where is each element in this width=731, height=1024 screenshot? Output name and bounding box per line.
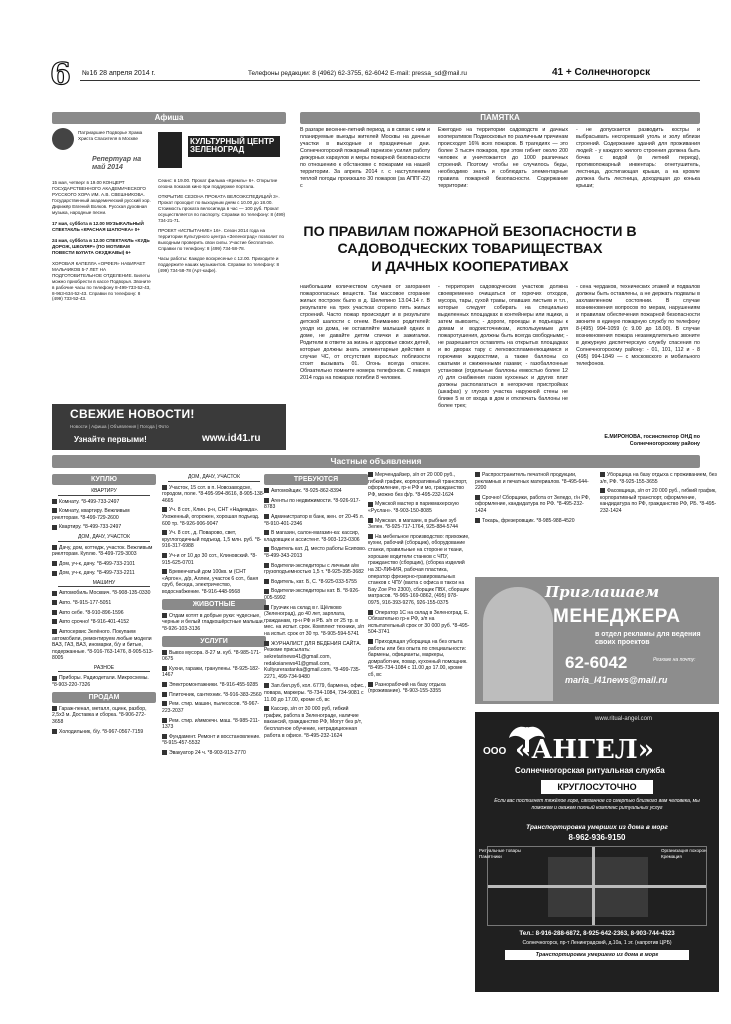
bullet-square-icon [52,619,57,624]
classified-category: КУПЛЮ [52,474,156,485]
classified-ad [368,682,470,695]
classified-subcategory: ДОМ, ДАЧУ, УЧАСТОК [168,474,260,482]
classified-ad-text: Приборы. Радиодетали. Микросхемы. *8-903-220-7326 [52,675,149,689]
bullet-square-icon [162,692,167,697]
angel-services-right [661,848,715,860]
classified-ad [162,553,266,566]
classified-ad [162,682,266,689]
afisha-event: Сеанс: в 19.00. Прокат фильма «Кремль» 6+. Открытие сезона показов кино при поддержке портала. [158,178,278,189]
classified-category: ЖИВОТНЫЕ [162,599,266,610]
classified-ad [162,613,266,633]
bullet-square-icon [162,553,167,558]
classified-ad [264,706,368,739]
classified-ad [162,507,266,527]
bullet-square-icon [162,507,167,512]
bullet-square-icon [368,534,373,539]
afisha-event: ХОРОВАЯ КАПЕЛЛА «ОРФЕЯ» НАБИРАЕТ МАЛЬЧИКОВ 5-7 ЛЕТ НА ПОДГОТОВИТЕЛЬНОЕ ОТДЕЛЕНИЕ. Билеты можно приобрести в кассе Подворья. Звоните в рабочие часы по телефону 8-499-733-52-43, 8-963-634-52-43. Справки по телефону: 8 (499) 733-52-43. [52,260,151,302]
article-col1-top: В разгаре весенне-летний период, а в связи с ним и планируемые выезды жителей Москвы на дачные участки в выходные и праздничные дни. Солнечногорский пожарный гарнизон усилил работу дежурных караулов и меры пожарной безопасности по отношению к обстановке с пожарами на нашей территории. За апрель 2014 г. с наступлением теплой погоды произошло 30 пожаров (за АППГ-22) с [300,127,430,189]
classified-ad [368,501,470,514]
classified-ad-text: Токарь, фрезеровщик. *8-985-988-4520 [482,517,575,524]
classified-ad [52,729,156,736]
classified-ad-text: Авто себе. *8-910-896-1596 [59,609,124,616]
angel-services [479,848,533,860]
classified-ad [52,629,156,662]
bullet-square-icon [264,488,269,493]
classified-ad [52,545,156,558]
headline-line: И ДАЧНЫХ КООПЕРАТИВАХ [371,258,569,275]
bullet-square-icon [52,508,57,513]
classified-ad-text: Рем. стир. машин, пылесосов. *8-967-223-2037 [162,701,259,714]
classified-ad [264,498,368,511]
classified-ad [52,524,156,531]
article-col2-top: Ежегодно на территории садоводств и дачных кооперативов Подмосковья по различным причинам происходят 16% всех пожаров. В трагедиях — это более 3 тысяч пожаров, при этом гибнет около 200 человек и уничтожается до 1000 различных строений. Поэтому чтобы не случилось беды, необходимо знать и соблюдать элементарные правила пожарной безопасности. Содержание территории: [438,127,568,189]
bullet-square-icon [264,579,269,584]
afisha-event: ПРОЕКТ «ИСПЫТАНИЕ» 16+. Сезон 2014 года на территории Культурного центра «Зеленоград» позволит по выходным проверить свои силы. Участие бесплатное. Справки по телефону: 8 (499) 734-58-78. [158,227,285,251]
classified-ad [264,641,368,681]
bullet-square-icon [264,563,269,568]
classified-ad [264,546,368,559]
bullet-square-icon [475,495,480,500]
angel-hours: КРУГЛОСУТОЧНО [541,780,653,794]
afisha-event: 15 мая, четверг в 19.00 КОНЦЕРТ ГОСУДАРСТВЕННОГО АКАДЕМИЧЕСКОГО РУССКОГО ХОРА ИМ. А.В. СВЕШНИКОВА. Государственный академический русский хор. Дирижёр Евгений Волков. Русская духовная музыка, народные песни. [52,180,151,215]
afisha-right-column [158,178,286,274]
classified-ad [52,508,156,521]
classified-ad-text: Холодильник, б/у. *8-967-0567-7159 [59,728,144,735]
bullet-square-icon [368,610,373,615]
bullet-square-icon [52,676,57,681]
bullet-square-icon [162,530,167,535]
bullet-square-icon [52,591,57,596]
classified-ad [368,472,470,498]
classified-ad [162,701,266,714]
classified-ad-text: Мерчендайзер, з/п от 20 000 руб., гибкий график, корпоративный транспорт, оформление, гр-н РФ и мо, гражданство РФ, можно без ф/р. *8-495-232-1624 [368,472,468,498]
church-header-block [52,128,152,176]
classified-col-3 [264,472,368,992]
angel-name: «АНГЕЛ» [515,735,655,765]
manager-ad-title2: МЕНЕДЖЕРА [553,606,681,627]
manager-ad-sub: в отдел рекламы для ведения своих проектов [595,631,701,646]
classified-ad [162,485,266,505]
classified-subcategory: МАШИНУ [58,580,150,588]
bullet-square-icon [162,613,167,618]
news-banner-nav: Новости | Афиша | Объявления | Погода | Фото [70,424,169,429]
bullet-square-icon [162,650,167,655]
classified-ad-text: Автомобиль Москвич. *8-908-135-0330 [59,590,151,597]
afisha-event: Часы работы: Каждое воскресенье с 12.00. Приходите и поддержите наших музыкантов. Справки по телефону: 8 (499) 734-58-78 (Арт-кафе). [158,255,280,273]
classified-ad-text: ЖУРНАЛИСТ ДЛЯ ВЕДЕНИЯ САЙТА. Резюме присылать: sekretarinews41@gmail.com, redaksianews41@gmail.com, Kultyurerastanka@gmail.com. *8-499-735-2271, 499-734-9480 [264,640,362,680]
classified-ad-text: Уборщица на базу отдыха с проживанием, без з/п, РФ. *8-925-155-3655 [600,472,717,485]
bullet-square-icon [475,472,480,477]
classified-ad-text: На мебельное производство: прихожие, кухни, рабочий (сборщик), оборудование станки, правильные на стороне и ткани, хорошие водители станков с ЧПУ, гражданство (сборщик), (сборка изделий на 3D-ЛИНИЯ, рабочая пластика, оператор фрезерно-гравировальных станков с ЧПУ (вахта с офиса в такси на Бау Zoe Pro 2300), сборщик ПВХ, сборщик матрасов. *8-965-169-0862, (495) 978-0975, 916-393-9276, 926-155-0375 [368,533,470,606]
bullet-square-icon [162,718,167,723]
classified-col-2 [162,472,266,992]
classified-ad-text: Авто срочно! *8-916-401-4152 [59,619,129,626]
classified-ad-text: Электромонтажники. *8-916-455-9285 [169,682,259,689]
classified-subcategory: КВАРТИРУ [58,488,150,496]
bullet-square-icon [264,683,269,688]
classified-ad [162,718,266,731]
afisha-event: ОТКРЫТИЕ СЕЗОНА ПРОКАТА ВЕЛОЭКСПЕДИЦИЙ 3+. Прокат проходит по выходным дням с 10.00 до 18.00. Стоимость прокатa велосипеда в час — 100 руб. Прокат осуществляется по паспорту. Справки по телефону: 8 (499) 734-21-71. [158,193,286,223]
afisha-event: 24 мая, суббота в 12.00 СПЕКТАКЛЬ «КУДЬ ДОРОЖ, ШКОЛЯР» (ПО МОТИВАМ ПОВЕСТИ БУЛАТА ОКУДЖАВЫ) 6+ [52,237,150,255]
bullet-square-icon [475,518,480,523]
classified-ad-text: Мужской мастер в парикмахерскую «Руслан». *8-903-150-8085 [368,501,459,515]
bullet-square-icon [162,682,167,687]
manager-ad[interactable] [475,577,719,704]
bullet-square-icon [600,472,605,477]
bullet-square-icon [600,488,605,493]
classified-ad [52,561,156,568]
bullet-square-icon [52,545,57,550]
news-banner[interactable] [52,404,286,450]
afisha-left-column [52,180,152,302]
woman-photo [483,587,553,701]
classified-ad [264,488,368,495]
angel-service: Памятники [479,853,502,859]
angel-ooo: ООО [483,746,507,757]
classified-ad [264,563,368,576]
classified-ad-text: Отдам котят в добрые руки: чудесные, черные и белый гладкошёрстные малыши. *8-926-103-3136 [162,612,265,632]
classified-ad-text: Распространитель печатной продукции, рекламных и печатных материалов. *8-495-644-2200 [475,472,589,492]
angel-address: Солнечногорск, пр-т Ленинградский, д.10а, 1 эт. (напротив ЦРБ) [522,940,672,946]
classified-ad [52,610,156,617]
classified-ad-text: Срочно! Сборщики, работа от Зеледо, г/н РФ, оформление, кандидатура по РФ. *8-495-232-1424 [475,494,591,515]
issue-info: №16 28 апреля 2014 г. [82,70,156,77]
kc-logo-block [158,132,284,172]
classified-ad [264,530,368,543]
classified-ad-text: Фундамент. Ремонт и восстановление. *8-915-457-5532 [162,733,261,747]
article-col2-bottom: - территория садоводческих участков должна своевременно очищаться от горючих отходов, мусора, тары, сухой травы, опавших листьев и т.п., которые следует собирать на специально выделенных площадках в контейнеры или ящики, а затем вывозить; - дороги, проезды и подъезды к домам и водоисточникам, используемым для пожаротушения, должны быть всегда свободными; - не разрешается оставлять на открытых площадках и во дворах тару с легковоспламеняющимися и горючими жидкостями, а также баллоны со сжатыми и сжиженными газами; - газобаллонные установки (отдельные баллоны емкостью более 12 л) для снабжения газом кухонных и других плит должны располагаться в негорючих пристройках (шкафах) у глухого участка наружной стены не ближе 5 м от входа в дом и отключать баллоны не более трех; [438,284,568,409]
classified-ad-text: Уч. 8 сот., д. Поварово, свет, круглогодичный подъезд. 1,5 млн. руб. *8-916-317-6988 [162,530,262,550]
kc-name: КУЛЬТУРНЫЙ ЦЕНТР ЗЕЛЕНОГРАД [188,136,280,157]
article-headline [300,224,640,276]
classified-ad [368,639,470,679]
newspaper-brand: 41 + Солнечногорск [552,67,651,78]
bullet-square-icon [264,547,269,552]
classified-ad [475,472,595,492]
news-banner-url[interactable]: www.id41.ru [202,433,261,444]
classified-ad-text: Гараж-пенал, металл, оцинк, разбор, 2,5х3 м. Доставка и сборка. *8-906-272-3658 [52,705,147,725]
classified-ad [162,650,266,663]
classified-ad-text: Водители-экспедиторы с личным а/м грузоподъемностью 1,5 т. *8-925-395-3682 [264,562,364,576]
classified-ad-text: Рем. стир. и/ммоечн. маш. *8-985-211-1373 [162,717,260,731]
bullet-square-icon [368,639,373,644]
classified-ad-text: Вывоз мусора. 8-27 м. куб. *8-985-171-0675 [162,649,261,663]
classified-subcategory: РАЗНОЕ [58,665,150,673]
classified-ad [162,734,266,747]
classified-ad-text: Уч. 8 сот., Клин. р-н, СНТ «Надежда». Ухоженный, огорожен, хорошая подъезд. 600 тр. *8-926-906-9047 [162,507,260,527]
headline-line: САДОВОДЧЕСКИХ ТОВАРИЩЕСТВАХ [337,241,603,258]
classified-ad-text: Фасовщица, з/п от 20 000 руб., гибкий график, корпоративный транспорт, оформление, кандидатура по РФ, гражданство РФ, РБ. *8-495-232-1424 [600,488,717,515]
bullet-square-icon [52,571,57,576]
bullet-square-icon [368,518,373,523]
bullet-square-icon [162,666,167,671]
classified-category: УСЛУГИ [162,636,266,647]
classified-col-6 [600,472,718,576]
classified-ad-text: Дачу, дом, коттедж, участок. Вежливым риелторам. Куплю. *8-499-729-3003 [52,544,153,558]
classified-ad [52,706,156,726]
classified-ad-text: Автомойщик. *8-925-862-8394 [271,488,342,495]
classified-ad [600,488,718,514]
classified-ad [475,518,595,525]
repertoire-label: Репертуар на май 2014 [92,156,142,171]
classified-ad-text: Эвакуатор 24 ч. *8-903-913-2770 [169,749,246,756]
bullet-square-icon [264,641,269,646]
classified-ad-text: Мужская. в магазин, в рыбные зуб Зелен. *8-925-717-1764, 925-884-5744 [368,517,458,531]
classified-ad [264,579,368,586]
classified-ad-text: Бревенчатый дом 100кв. м (СНТ «Аргон», д/р, Аллеи, участок 6 сот., баня сруб, беседа, электричество, водоснабжение. *8-916-448-9568 [162,569,259,596]
bullet-square-icon [52,729,57,734]
article-signature: Е.МИРОНОВА, госинспектор ОНД по Солнечногорскому району [604,434,700,447]
classified-ad-text: Дом, уч-к, дачу. *8-499-733-2211 [59,570,135,577]
angel-transport-phone: 8-962-936-9150 [568,833,626,842]
classified-ad [368,518,470,531]
angel-map-road [592,847,595,925]
classified-ad-text: Квартиру. *8-499-733-2497 [59,524,122,531]
angel-subtitle: Солнечногорская ритуальная служба [515,766,665,775]
bullet-square-icon [264,706,269,711]
classified-ad-text: Авто. *8-915-177-5051 [59,600,112,607]
pamyatka-section-title: ПАМЯТКА [300,112,700,124]
church-header-text: Патриаршее Подворье Храма Христа Спасителя в Москве [78,130,143,141]
manager-ad-email[interactable]: maria_l41news@mail.ru [565,675,668,685]
classified-ad-text: Грузчик на склад в г. Щёлково (Зеленоград), до 40 лет, зарплата, гражданам, гр-н РФ и РБ. з/п от 25 тр. в мес. на испыт. срок. Комплект техники, з/п на испыт. срок от 30 тр. *8-905-594-5741 [264,604,364,638]
classified-ad-text: Зап.бил.руб, кол. 6779, бармена, офис., повара, маркеры. *8-734-1084, 734-9081 с 11.00 до 17.00, кроме сб, вс [264,683,366,703]
bullet-square-icon [52,525,57,530]
classified-ad-text: Водитель, кат. Б, С. *8-925-033-5755 [271,578,357,585]
angel-phones: Тел.: 8-916-288-6872, 8-925-642-2363, 8-903-744-4323 [519,930,675,937]
classified-ad-text: Комнату. *8-499-733-2497 [59,498,120,505]
manager-ad-resume: Резюме на почту: [653,657,696,663]
classified-ad-text: Дом, уч-к, дачу. *8-499-733-2101 [59,560,136,567]
classified-ad-text: Уч-и от 10 до 30 сот., Клиновский. *8-915-625-0701 [162,552,257,566]
classified-ad-text: Оператор 1С на склад в Зеленоград. Е. Обязательно гр-н РФ, з/п на испытательный срок от 30 000 руб. *8-495-504-3741 [368,609,470,636]
classified-ad [368,610,470,636]
classified-ad-text: Кухни, гаражи, гранулены. *8-925-182-1467 [162,665,260,679]
bullet-square-icon [162,701,167,706]
bullet-square-icon [52,561,57,566]
classified-col-1 [52,472,156,992]
angel-service: Кремация [661,853,682,859]
bullet-square-icon [264,530,269,535]
classified-ad-text: Разнорабочий на базу отдыха (проживание). *8-903-155-3355 [368,681,446,695]
angel-ad[interactable] [475,712,719,992]
classified-ad [52,619,156,626]
bullet-square-icon [368,682,373,687]
angel-service: Организация похорон [661,848,707,853]
classified-col-4 [368,472,470,992]
classified-category: ПРОДАМ [52,692,156,703]
classified-ad-text: Агенты по недвижимости. *8-926-917-8783 [264,497,361,511]
bullet-square-icon [162,485,167,490]
bullet-square-icon [52,706,57,711]
classified-ad [162,750,266,757]
headline-line: ПО ПРАВИЛАМ ПОЖАРНОЙ БЕЗОПАСНОСТИ В [303,224,637,240]
classified-ad-text: В магазин, салон-магазин-ка: кассир, кладовщик и ассистент. *8-903-123-0306 [264,530,360,543]
classified-ad [264,683,368,703]
bullet-square-icon [52,600,57,605]
classified-ad-text: Плиточник, сантехник. *8-916-383-2560 [169,691,262,698]
classified-ad [52,590,156,597]
classified-ad-text: Участок, 15 сот. в п. Новозаводске, городом, поле. *8-495-994-8616, 8-905-138-4665 [162,484,265,504]
classified-ad [162,692,266,699]
classified-ad [52,570,156,577]
classified-col-5 [475,472,595,576]
angel-url[interactable]: www.ritual-angel.com [595,716,653,722]
classified-ad-text: Водитель кат. Д, место работы Есипово. *8-499-343-2013 [264,546,367,559]
news-banner-title: СВЕЖИЕ НОВОСТИ! [70,407,195,421]
header-rule [80,80,700,81]
classified-ad [264,605,368,638]
bullet-square-icon [52,499,57,504]
bullet-square-icon [162,750,167,755]
classified-ad-text: Комнату, квартиру. Вежливым риелторам. *8-499-729-2600 [52,508,130,521]
bullet-square-icon [368,502,373,507]
classified-category: ТРЕБУЮТСЯ [264,474,368,485]
classified-ad-text: Приходящая уборщица на без опыта работы или без опыта по специальности: бармены, официанты, маркеры, домработник, повар, кухонный помощник. *8-495-734-1084 с 11.00 до 17.00, кроме сб, вс [368,639,468,679]
manager-ad-title1: Приглашаем [545,583,660,601]
classified-ad-text: Кассир, з/п от 30 000 руб, гибкий график, работа в Зеленограде, наличие вакансий, гражданство РФ, Могут без р/т, бесплатное обучение, нетрадиционная работа в офисе. *8-495-232-1624 [264,706,362,739]
classified-section-title: Частные объявления [52,455,700,468]
bullet-square-icon [52,610,57,615]
classified-ad [52,600,156,607]
bullet-square-icon [264,605,269,610]
afisha-event: 17 мая, суббота в 12.00 МУЗЫКАЛЬНЫЙ СПЕКТАКЛЬ «КРАСНАЯ ШАПОЧКА» 0+ [52,220,144,232]
news-banner-cta: Узнайте первыми! [74,435,147,444]
angel-footer: Транспортировка умершего из дома в морг [505,950,689,960]
classified-ad-text: Администратор в банк, жен. от 20-45 л. *8-910-401-2346 [264,513,364,527]
bullet-square-icon [52,629,57,634]
bullet-square-icon [162,734,167,739]
angel-tagline: Если вас постигнет тяжёлое горе, связанное со смертью близкого вам человека, мы поможем и окажем полный комплекс ритуальных услуг [494,798,700,811]
classified-ad [162,666,266,679]
angel-map-road [488,885,706,888]
page-number: 6 [50,57,71,92]
classified-ad [600,472,718,485]
kc-logo-icon [158,132,182,168]
classified-ad [52,675,156,688]
classified-ad-text: Водители-экспедиторы кат. В. *8-926-005-5992 [264,588,360,602]
bullet-square-icon [264,498,269,503]
classified-ad [368,534,470,607]
article-col3-bottom: - сена чердаков, технических этажей и подвалов должны быть оставлены, а не держать подвалы в захламленном состоянии. В случае возникновения вопросов по мерам, нарушениям и правилам обеспечения пожарной безопасности звоните в единую пожарную службу по телефону 8-(495) 994-1059 (с 9.00 до 18.00). В случае возникновения пожара незамедлительно звоните в дежурную диспетчерскую службу спасения по Солнечногорскому району: - 01, 101, 112 и - 8 (495) 994-1849 — с московского и мобильного телефонов. [576,284,700,367]
classified-ad [52,499,156,506]
bullet-square-icon [368,472,373,477]
classified-ad [162,530,266,550]
classified-ad [162,569,266,595]
classified-ad [264,588,368,601]
article-col3-top: - не допускается разводить костры и выбрасывать несгоревший уголь и золу вблизи строений. Содержание зданий для проживания людей: - у каждого жилого строения должна быть бочка с водой (в летний период), противопожарный инвентарь: огнетушитель, лестница, достигающая крыши, а на кровле должна быть лестница, доходящая до конька крыши; [576,127,700,189]
afisha-section-title: Афиша [52,112,286,124]
classified-ad [475,495,595,515]
church-emblem-icon [52,128,74,150]
bullet-square-icon [162,569,167,574]
editorial-contacts: Телефоны редакции: 8 (4962) 62-3755, 62-6042 E-mail: pressa_sd@mail.ru [248,70,467,77]
classified-ad-text: Автосервис Зелёного. Покупаем автомобили, ремонтируем любые модели ВАЗ, ГАЗ, ВАЗ, иномарки, б/у и битые, подержанные. *8-916-763-1476, 8-905-513-8005 [52,628,154,662]
classified-subcategory: ДОМ, ДАЧУ, УЧАСТОК [58,534,150,542]
manager-ad-phone: 62-6042 [565,653,628,672]
classified-ad [264,514,368,527]
bullet-square-icon [264,589,269,594]
bullet-square-icon [264,514,269,519]
angel-service: Ритуальные товары [479,848,521,853]
angel-transport: Транспортировка умерших из дома в морг [526,824,668,831]
article-col1-bottom: наибольшим количеством случаев от загорания пожароопасных веществ. Так массовое сгорание жилых построек было в д. Шелепино 13.04.14 г. В результате на трех участках сгорело пять жилых строений. Часто пожар происходит и в результате детской шалости с огнем. Вниманию родителей: уходя из дома, не оставляйте малышей одних в доме, не давайте детям спички и зажигалки. Родители в ответе за жизнь и здоровье своих детей, которые должны знать элементарные действия в случае ЧС, от отсутствия взрослых поблизости стоит вызывать 01. Огонь всегда опасен. Обязательно помните номера телефонов. С января 2014 года на пожарах погибли 8 человек. [300,284,430,381]
